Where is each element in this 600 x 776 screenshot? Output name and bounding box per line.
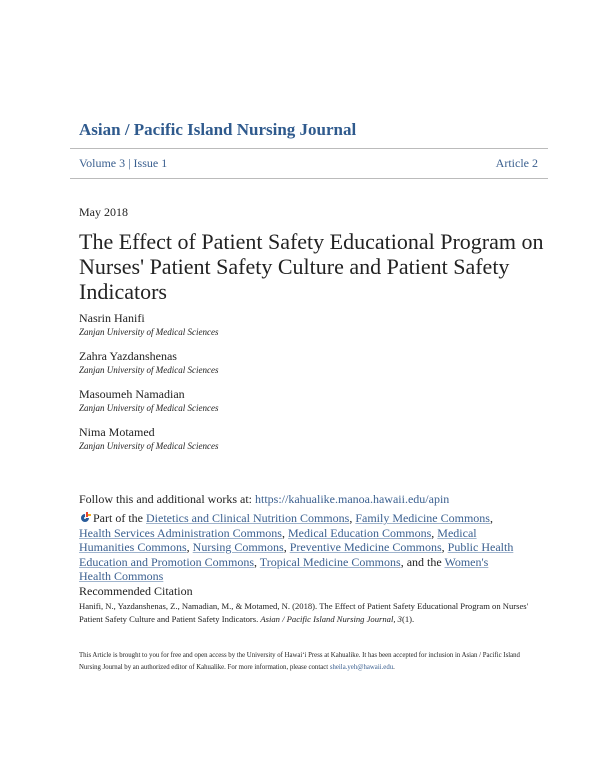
author-affiliation: Zanjan University of Medical Sciences [79,441,219,451]
and-the-text: and the [406,554,442,569]
commons-link[interactable]: Family Medicine Commons [355,511,490,525]
citation-body: Hanifi, N., Yazdanshenas, Z., Namadian, M., & Motamed, N. (2018). The Effect of Patient Safety Educational Program on Nurses' Patient Safety Culture and Patient Safety Indicators. [79,601,529,624]
commons-link[interactable]: Preventive Medicine Commons [289,540,442,554]
footer-text: This Article is brought to you for free and open access by the University of Hawaiʻi Press at Kahualike. It has been accepted for inclusion in Asian / Pacific Island Nursing Journal by an authorized editor of Kahualike. For more information, please contact [79,652,520,671]
citation-issue: (1). [401,614,415,624]
citation-heading: Recommended Citation [79,584,193,598]
commons-link[interactable]: Medical Education Commons [287,525,432,540]
article-title: The Effect of Patient Safety Educational Program on Nurses' Patient Safety Culture and Patient Safety Indicators [79,229,544,304]
journal-title: Asian / Pacific Island Nursing Journal [79,120,357,139]
separator: | [128,156,131,170]
author-affiliation: Zanjan University of Medical Sciences [79,403,219,413]
issue-link[interactable]: Issue 1 [133,156,168,170]
article-number: Article 2 [495,156,538,170]
author-name: Zahra Yazdanshenas [79,349,177,363]
bepress-logo-icon [79,512,91,524]
author-affiliation: Zanjan University of Medical Sciences [79,327,219,337]
commons-link[interactable]: Public Health Education and Promotion Commons [79,540,514,569]
commons-link[interactable]: Tropical Medicine Commons [259,554,401,569]
divider [70,178,548,179]
repository-link[interactable]: https://kahualike.manoa.hawaii.edu/apin [255,492,450,506]
volume-issue [79,156,167,171]
author-affiliation: Zanjan University of Medical Sciences [79,365,219,375]
follow-line [79,492,449,507]
commons-link[interactable]: Women's Health Commons [79,554,489,583]
author-name: Nima Motamed [79,425,155,439]
footer-end: . [393,663,395,671]
follow-label: Follow this and additional works at: [79,492,252,506]
citation-text [79,600,529,626]
citation-journal: Asian / Pacific Island Nursing Journal, 3 [260,614,402,624]
commons-link[interactable]: Health Services Administration Commons [79,525,282,540]
contact-email-link[interactable]: sheila.yeh@hawaii.edu [329,663,394,671]
publication-date: May 2018 [79,205,128,219]
part-of-commons: Part of the Dietetics and Clinical Nutrition Commons, Family Medicine Commons, Health Services Administration Commons, Medical Education Commons, Medical Humanities Commons, Nursing Commons, Preventive Medicine Commons, Public Health Education and Promotion Commons, Tropical Medicine Commons, and the Women's Health Commons [79,511,514,583]
commons-link[interactable]: Medical Humanities Commons [79,525,477,554]
volume-link[interactable]: Volume 3 [79,156,126,170]
commons-link[interactable]: Nursing Commons [192,540,284,554]
author-name: Masoumeh Namadian [79,387,185,401]
commons-link[interactable]: Dietetics and Clinical Nutrition Commons [146,511,350,525]
part-of-label: Part of the [93,511,143,525]
footer-notice [79,650,529,673]
divider [70,148,548,149]
author-name: Nasrin Hanifi [79,311,145,325]
